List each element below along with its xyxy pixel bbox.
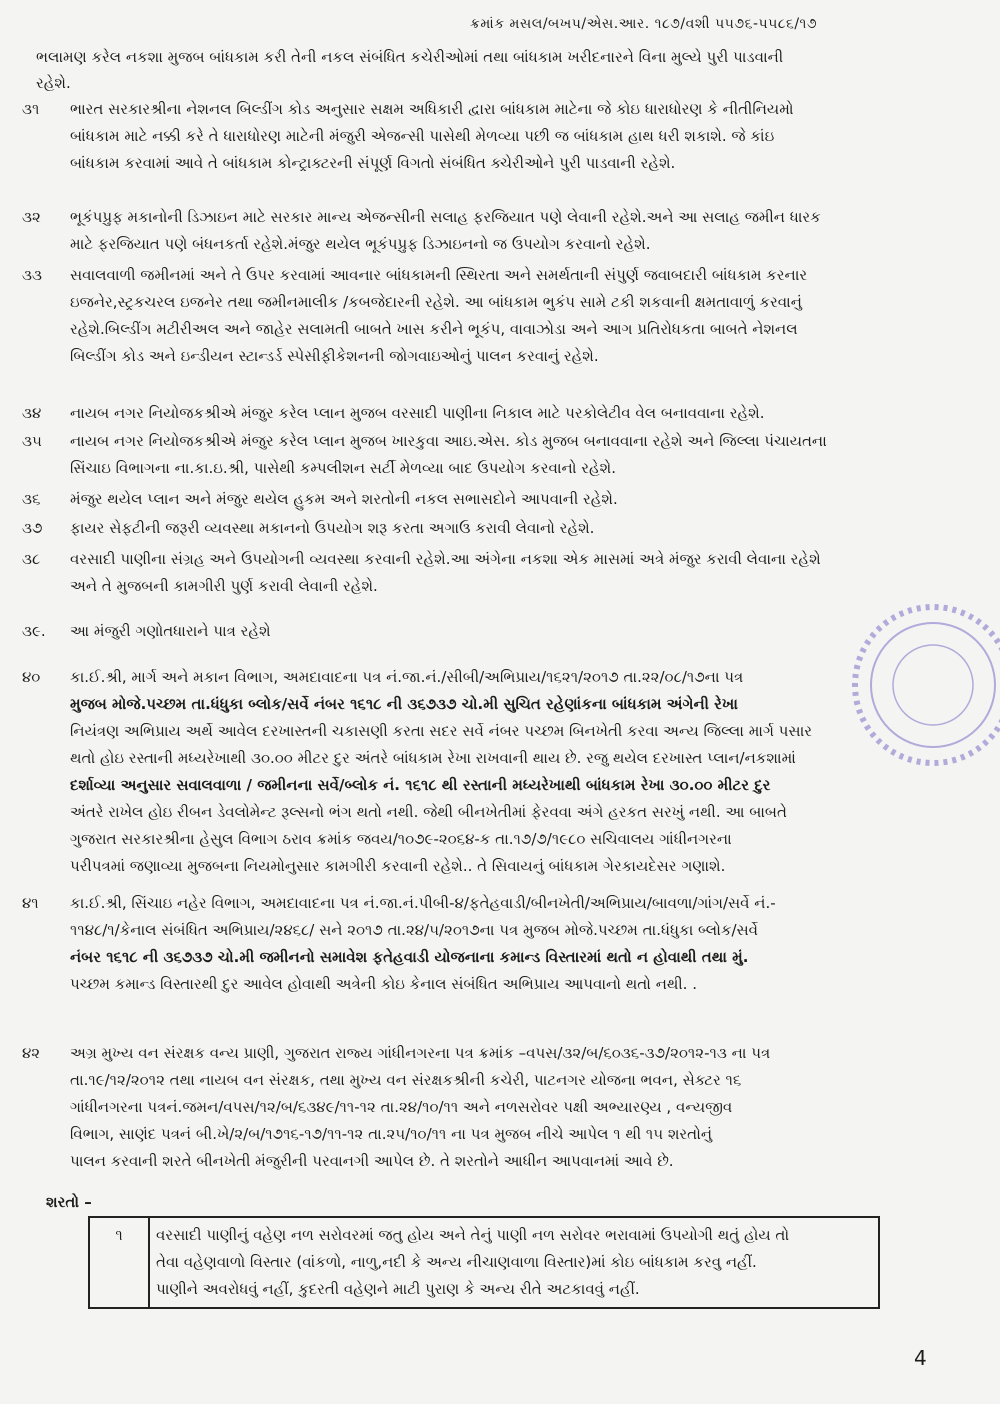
clause-line: સિંચાઇ વિભાગના ના.કા.ઇ.શ્રી, પાસેથી કમ્પલીશન સર્ટી મેળવ્યા બાદ ઉપયોગ કરવાનો રહેશે. (70, 459, 616, 477)
clause-line: સવાલવાળી જમીનમાં અને તે ઉપર કરવામાં આવનાર બાંધકામની સ્થિરતા અને સમર્થતાની સંપુર્ણ જવાબદારી બાંધકામ કરનાર (70, 266, 808, 284)
seal-graphic (848, 600, 1000, 770)
condition-line: વરસાદી પાણીનું વહેણ નળ સરોવરમાં જતુ હોય અને તેનું પાણી નળ સરોવર ભરાવામાં ઉપયોગી થતું હોય તો (156, 1226, 790, 1244)
clause-line: રહેશે.બિલ્ડીંગ મટીરીઅલ અને જાહેર સલામતી બાબતે ખાસ કરીને ભૂકંપ, વાવાઝોડા અને આગ પ્રતિરોધકતા બાબતે નેશનલ (70, 320, 798, 338)
clause-line: વરસાદી પાણીના સંગ્રહ અને ઉપયોગની વ્યવસ્થા કરવાની રહેશે.આ અંગેના નકશા એક માસમાં અત્રે મંજુર કરાવી લેવાના રહેશે (70, 550, 821, 568)
continuation-paragraph (36, 44, 966, 96)
clause-37 (22, 515, 972, 542)
clause-line: નંબર ૧૬૧૮ ની ૩૬૭૩૭ ચો.મી જમીનનો સમાવેશ ફતેહવાડી યોજનાના કમાન્ડ વિસ્તારમાં થતો ન હોવાથી તથા મું. (70, 948, 749, 966)
clause-number: ૪૦ (22, 668, 41, 686)
clause-text (70, 428, 972, 482)
clause-line: બિલ્ડીંગ કોડ અને ઇન્ડીયન સ્ટાન્ડર્ડ સ્પેસીફીકેશનની જોગવાઇઓનું પાલન કરવાનું રહેશે. (70, 347, 599, 365)
clause-line: કા.ઈ.શ્રી, માર્ગ અને મકાન વિભાગ, અમદાવાદના પત્ર નં.જા.નં./સીબી/અભિપ્રાય/૧૬૨૧/૨૦૧૭ તા.૨૨/૦૮/૧૭ના પત્ર (70, 668, 744, 686)
clause-38 (22, 546, 972, 600)
conditions-heading: શરતો – (46, 1193, 92, 1211)
condition-text (149, 1217, 879, 1308)
clause-line: વિભાગ, સાણંદ પત્રનં બી.ખે/૨/બ/૧૭૧૬-૧૭/૧૧-૧૨ તા.૨૫/૧૦/૧૧ ના પત્ર મુજબ નીચે આપેલ ૧ થી ૧૫ શરતોનું (70, 1125, 713, 1143)
clause-line: ફાયર સેફટીની જરૂરી વ્યવસ્થા મકાનનો ઉપયોગ શરૂ કરતા અગાઉ કરાવી લેવાનો રહેશે. (70, 519, 595, 537)
clause-line: મંજુર થયેલ પ્લાન અને મંજુર થયેલ હુકમ અને શરતોની નકલ સભાસદોને આપવાની રહેશે. (70, 490, 618, 508)
clause-34 (22, 400, 972, 427)
clause-text (70, 664, 972, 880)
clause-number: ૪૧ (22, 894, 39, 912)
clause-32 (22, 204, 972, 258)
clause-number: ૩૭ (22, 519, 43, 537)
table-row (89, 1217, 879, 1308)
clause-line: નિયંત્રણ અભિપ્રાય અર્થે આવેલ દરખાસ્તની ચકાસણી કરતા સદર સર્વે નંબર પચ્છમ બિનખેતી કરવા અન્ય જિલ્લા માર્ગ પસાર (70, 722, 812, 740)
clause-33 (22, 262, 972, 370)
clause-text (70, 1040, 972, 1175)
clause-line: ૧૧૪૮/૧/કેનાલ સંબંધિત અભિપ્રાય/૨૪૬૮/ સને ૨૦૧૭ તા.૨૪/૫/૨૦૧૭ના પત્ર મુજબ મોજે.પચ્છમ તા.ધંધુકા બ્લોક/સર્વે (70, 921, 758, 939)
clause-line: બાંધકામ કરવામાં આવે તે બાંધકામ કોન્ટ્રાક્ટરની સંપૂર્ણ વિગતો સંબંધિત ક્ચેરીઓને પુરી પાડવાની રહેશે. (70, 154, 676, 172)
clause-text (70, 546, 972, 600)
clause-line: ઇજનેર,સ્ટ્રકચરલ ઇજનેર તથા જમીનમાલીક /કબજેદારની રહેશે. આ બાંધકામ ભુકંપ સામે ટકી શકવાની ક્ષમતાવાળું કરવાનું (70, 293, 802, 311)
page-number: 4 (914, 1346, 927, 1370)
clause-line: ગુજરાત સરકારશ્રીના હેસુલ વિભાગ ઠરાવ ક્રમાંક જવય/૧૦૭૯-૨૦૬૪-ક તા.૧૭/૭/૧૯૮૦ સચિવાલય ગાંધીનગરના (70, 830, 732, 848)
clause-number: ૩૪ (22, 404, 42, 422)
clause-text (70, 204, 972, 258)
clause-31 (22, 96, 972, 177)
clause-number: ૪૨ (22, 1044, 41, 1062)
clause-line: આ મંજુરી ગણોતધારાને પાત્ર રહેશે (70, 622, 271, 640)
conditions-table (88, 1216, 880, 1309)
continuation-line: ભલામણ કરેલ નકશા મુજબ બાંધકામ કરી તેની નકલ સંબંધિત કચેરીઓમાં તથા બાંધકામ ખરીદનારને વિના મુલ્યે પુરી પાડવાની (36, 48, 784, 66)
clause-text (70, 515, 972, 542)
clause-line: ગાંધીનગરના પત્રનં.જમન/વપસ/૧૨/બ/૬૩૪૯/૧૧-૧૨ તા.૨૪/૧૦/૧૧ અને નળસરોવર પક્ષી અભ્યારણ્ય , વન્યજીવ (70, 1098, 733, 1116)
clause-line: નાયબ નગર નિયોજકશ્રીએ મંજુર કરેલ પ્લાન મુજબ વરસાદી પાણીના નિકાલ માટે પરકોલેટીવ વેલ બનાવવાના રહેશે. (70, 404, 765, 422)
condition-line: પાણીને અવરોધવું નહીં, કુદરતી વહેણને માટી પુરાણ કે અન્ય રીતે અટકાવવું નહીં. (156, 1280, 640, 1298)
clause-number: ૩૫ (22, 432, 42, 450)
clause-number: ૩૬ (22, 490, 41, 508)
clause-line: પાલન કરવાની શરતે બીનખેતી મંજુરીની પરવાનગી આપેલ છે. તે શરતોને આધીન આપવાનમાં આવે છે. (70, 1152, 674, 1170)
clause-text (70, 618, 972, 645)
condition-number: ૧ (89, 1217, 149, 1308)
clause-line: મુજબ મોજે.પચ્છમ તા.ધંધુકા બ્લોક/સર્વે નંબર ૧૬૧૮ ની ૩૬૭૩૭ ચો.મી સુચિત રહેણાંકના બાંધકામ અંગેની રેખા (70, 695, 738, 713)
clause-42 (22, 1040, 972, 1175)
clause-35 (22, 428, 972, 482)
reference-number: ક્રમાંક મસલ/બખપ/એસ.આર. ૧૮૭/વશી પ૫૭૬-પ૫૮૬/૧૭ (470, 16, 818, 32)
clause-number: ૩૮ (22, 550, 41, 568)
clause-40 (22, 664, 972, 880)
clause-text (70, 262, 972, 370)
clause-line: અગ્ર મુખ્ય વન સંરક્ષક વન્ય પ્રાણી, ગુજરાત રાજ્ય ગાંધીનગરના પત્ર ક્રમાંક –વપસ/૩૨/બ/૬૦૩૬-૩૭/૨૦૧૨-૧૩ ના પત્ર (70, 1044, 771, 1062)
clause-number: ૩૨ (22, 208, 41, 226)
clause-line: નાયબ નગર નિયોજકશ્રીએ મંજુર કરેલ પ્લાન મુજબ ખારકુવા આઇ.એસ. કોડ મુજબ બનાવવાના રહેશે અને જિલ્લા પંચાયતના (70, 432, 827, 450)
clause-text (70, 96, 972, 177)
clause-line: કા.ઈ.શ્રી, સિંચાઇ નહેર વિભાગ, અમદાવાદના પત્ર નં.જા.નં.પીબી-૪/ફતેહવાડી/બીનખેતી/અભિપ્રાય/બાવળા/ગાંગ/સર્વે નં.- (70, 894, 776, 912)
clause-line: ભારત સરકારશ્રીના નેશનલ બિલ્ડીંગ કોડ અનુસાર સક્ષમ અધિકારી દ્વારા બાંધકામ માટેના જે કોઇ ધારાધોરણ કે નીતીનિયમો (70, 100, 794, 118)
clause-41 (22, 890, 972, 998)
continuation-line: રહેશે. (36, 74, 71, 92)
clause-line: ભૂકંપપ્રુફ મકાનોની ડિઝાઇન માટે સરકાર માન્ય એજન્સીની સલાહ ફરજિયાત પણે લેવાની રહેશે.અને આ સલાહ જમીન ધારક (70, 208, 821, 226)
clause-line: અંતરે રાખેલ હોઇ રીબન ડેવલોમેન્ટ રૂલ્સનો ભંગ થતો નથી. જેથી બીનખેતીમાં ફેરવવા અંગે હરકત સરખું નથી. આ બાબતે (70, 803, 787, 821)
clause-line: માટે ફરજિયાત પણે બંધનકર્તા રહેશે.મંજુર થયેલ ભૂકંપપ્રુફ ડિઝાઇનનો જ ઉપયોગ કરવાનો રહેશે. (70, 235, 651, 253)
clause-line: પરીપત્રમાં જણાવ્યા મુજબના નિયમોનુસાર કામગીરી કરવાની રહેશે.. તે સિવાયનું બાંધકામ ગેરકાયદેસર ગણાશે. (70, 857, 726, 875)
clause-number: ૩૩ (22, 266, 42, 284)
clause-36 (22, 486, 972, 513)
clause-line: બાંધકામ માટે નક્કી કરે તે ધારાધોરણ માટેની મંજુરી એજન્સી પાસેથી મેળવ્યા પછી જ બાંધકામ હાથ ધરી શકાશે. જે કાંઇ (70, 127, 775, 145)
clause-line: અને તે મુજબની કામગીરી પુર્ણ કરાવી લેવાની રહેશે. (70, 577, 378, 595)
clause-number: ૩૯. (22, 622, 46, 640)
condition-line: તેવા વહેણવાળો વિસ્તાર (વાંકળો, નાળુ,નદી કે અન્ય નીચાણવાળા વિસ્તાર)માં કોઇ બાંધકામ કરવુ નહીં. (156, 1253, 757, 1271)
clause-39 (22, 618, 972, 645)
clause-number: ૩૧ (22, 100, 40, 118)
clause-line: દર્શાવ્યા અનુસાર સવાલવાળા / જમીનના સર્વે/બ્લોક નં. ૧૬૧૮ થી રસ્તાની મધ્યરેખાથી બાંધકામ રેખા ૩૦.૦૦ મીટર દુર (70, 776, 771, 794)
clause-line: પચ્છમ કમાન્ડ વિસ્તારથી દુર આવેલ હોવાથી અત્રેની કોઇ કેનાલ સંબંધિત અભિપ્રાય આપવાનો થતો નથી. . (70, 975, 697, 993)
clause-line: તા.૧૯/૧૨/૨૦૧૨ તથા નાયબ વન સંરક્ષક, તથા મુખ્ય વન સંરક્ષકશ્રીની કચેરી, પાટનગર યોજના ભવન, સેક્ટર ૧૬ (70, 1071, 742, 1089)
clause-text (70, 890, 972, 998)
clause-text (70, 486, 972, 513)
clause-text (70, 400, 972, 427)
official-seal-icon (848, 600, 1000, 770)
clause-line: થતો હોઇ રસ્તાની મધ્યરેખાથી ૩૦.૦૦ મીટર દુર અંતરે બાંધકામ રેખા રાખવાની થાય છે. રજુ થયેલ દરખાસ્ત પ્લાન/નકશામાં (70, 749, 796, 767)
